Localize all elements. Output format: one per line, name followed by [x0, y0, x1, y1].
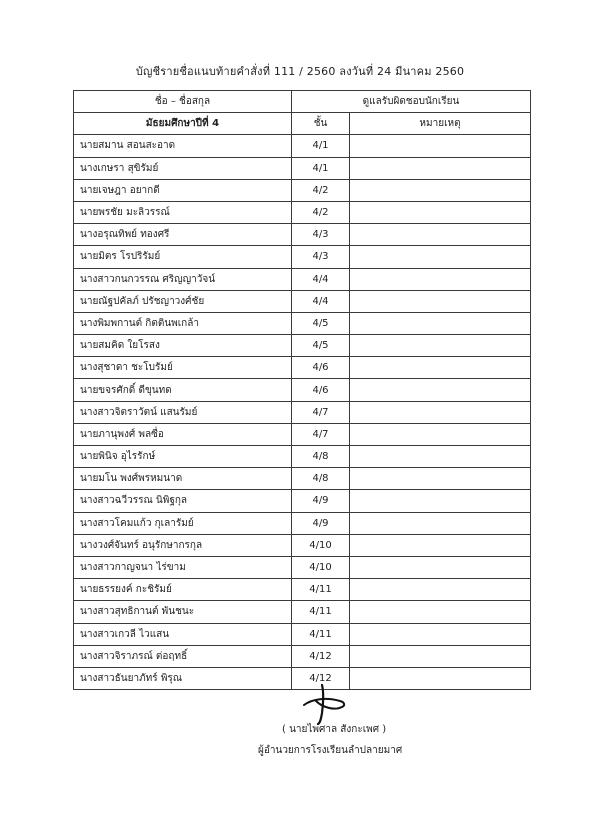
subheader-note: หมายเหตุ	[350, 113, 531, 135]
note-cell	[350, 490, 531, 512]
teacher-name-cell: นางสาวจิตราวัตน์ แสนรัมย์	[74, 401, 292, 423]
class-cell: 4/5	[292, 312, 350, 334]
note-cell	[350, 446, 531, 468]
note-cell	[350, 335, 531, 357]
teacher-name-cell: นายภานุพงศ์ พลซื่อ	[74, 423, 292, 445]
teacher-name-cell: นายมิตร โรปริรัมย์	[74, 246, 292, 268]
note-cell	[350, 135, 531, 157]
teacher-name-cell: นางสาวกาญจนา ไร่ขาม	[74, 556, 292, 578]
class-cell: 4/1	[292, 135, 350, 157]
teacher-name-cell: นายธรรยงค์ กะชิรัมย์	[74, 579, 292, 601]
class-cell: 4/12	[292, 667, 350, 689]
class-cell: 4/8	[292, 446, 350, 468]
class-cell: 4/11	[292, 623, 350, 645]
teacher-name-cell: นายณัฐปคัลภ์ ปรัชญาวงศ์ชัย	[74, 290, 292, 312]
class-cell: 4/9	[292, 512, 350, 534]
class-cell: 4/2	[292, 179, 350, 201]
table-row	[74, 623, 531, 645]
teacher-name-cell: นางสาวเกวลี ไวแสน	[74, 623, 292, 645]
table-row	[74, 179, 531, 201]
class-cell: 4/12	[292, 645, 350, 667]
note-cell	[350, 246, 531, 268]
teacher-name-cell: นางเกษรา สุขิรัมย์	[74, 157, 292, 179]
teacher-name-cell: นายพินิจ อุไรรักษ์	[74, 446, 292, 468]
note-cell	[350, 312, 531, 334]
note-cell	[350, 512, 531, 534]
class-cell: 4/11	[292, 579, 350, 601]
table-row	[74, 645, 531, 667]
class-cell: 4/10	[292, 534, 350, 556]
table-header-row	[74, 91, 531, 113]
note-cell	[350, 401, 531, 423]
signature-mark	[300, 683, 348, 725]
note-cell	[350, 423, 531, 445]
table-row	[74, 224, 531, 246]
class-cell: 4/8	[292, 468, 350, 490]
class-cell: 4/6	[292, 357, 350, 379]
teacher-name-cell: นายสมคิด ใยโรสง	[74, 335, 292, 357]
table-row	[74, 423, 531, 445]
teacher-name-cell: นายขจรศักดิ์ ดีขุนทด	[74, 379, 292, 401]
header-responsibility: ดูแลรับผิดชอบนักเรียน	[292, 91, 531, 113]
document-title: บัญชีรายชื่อแนบท้ายคำสั่งที่ 111 / 2560 ลงวันที่ 24 มีนาคม 2560	[135, 65, 465, 78]
class-cell: 4/3	[292, 246, 350, 268]
signatory-position: ผู้อำนวยการโรงเรียนลำปลายมาศ	[258, 745, 403, 756]
table-row	[74, 357, 531, 379]
teacher-name-cell: นางวงศ์จันทร์ อนุรักษากรกุล	[74, 534, 292, 556]
class-cell: 4/1	[292, 157, 350, 179]
teacher-name-cell: นายมโน พงศ์พรหมนาด	[74, 468, 292, 490]
note-cell	[350, 468, 531, 490]
note-cell	[350, 623, 531, 645]
teacher-name-cell: นางสาวกนกวรรณ ศริญญาวัจน์	[74, 268, 292, 290]
class-cell: 4/11	[292, 601, 350, 623]
table-row	[74, 512, 531, 534]
table-row	[74, 468, 531, 490]
table-row	[74, 579, 531, 601]
note-cell	[350, 268, 531, 290]
class-cell: 4/7	[292, 423, 350, 445]
teacher-name-cell: นางพิมพกานต์ กิตตินพเกล้า	[74, 312, 292, 334]
table-subheader-row	[74, 113, 531, 135]
class-cell: 4/4	[292, 268, 350, 290]
note-cell	[350, 645, 531, 667]
note-cell	[350, 179, 531, 201]
table-row	[74, 157, 531, 179]
table-row	[74, 601, 531, 623]
table-row	[74, 335, 531, 357]
teacher-name-cell: นางสาวฉวีวรรณ นิพิฐกุล	[74, 490, 292, 512]
table-row	[74, 446, 531, 468]
teacher-name-cell: นางอรุณทิพย์ ทองศรี	[74, 224, 292, 246]
table-body	[74, 135, 531, 690]
table-row	[74, 290, 531, 312]
class-cell: 4/5	[292, 335, 350, 357]
teacher-name-cell: นายเจษฎา อยากดี	[74, 179, 292, 201]
note-cell	[350, 224, 531, 246]
teacher-name-cell: นายสมาน สอนสะอาด	[74, 135, 292, 157]
note-cell	[350, 357, 531, 379]
table-row	[74, 312, 531, 334]
class-cell: 4/4	[292, 290, 350, 312]
class-cell: 4/3	[292, 224, 350, 246]
table-row	[74, 534, 531, 556]
class-cell: 4/7	[292, 401, 350, 423]
note-cell	[350, 157, 531, 179]
table-row	[74, 201, 531, 223]
header-name: ชื่อ – ชื่อสกุล	[74, 91, 292, 113]
class-cell: 4/6	[292, 379, 350, 401]
note-cell	[350, 579, 531, 601]
note-cell	[350, 379, 531, 401]
note-cell	[350, 290, 531, 312]
table-row	[74, 246, 531, 268]
teacher-name-cell: นางสาวโคมแก้ว กุเลารัมย์	[74, 512, 292, 534]
signatory-name: ( นายไพศาล สังกะเพศ )	[282, 724, 387, 735]
table-row	[74, 401, 531, 423]
table-row	[74, 379, 531, 401]
table-row	[74, 490, 531, 512]
table-row	[74, 268, 531, 290]
class-cell: 4/10	[292, 556, 350, 578]
class-cell: 4/2	[292, 201, 350, 223]
note-cell	[350, 601, 531, 623]
note-cell	[350, 201, 531, 223]
teacher-name-cell: นางสุชาดา ชะโบรัมย์	[74, 357, 292, 379]
note-cell	[350, 534, 531, 556]
teacher-name-cell: นางสาวสุทธิกานต์ พันชนะ	[74, 601, 292, 623]
note-cell	[350, 667, 531, 689]
note-cell	[350, 556, 531, 578]
class-cell: 4/9	[292, 490, 350, 512]
assignment-table	[73, 90, 531, 690]
teacher-name-cell: นายพรชัย มะลิวรรณ์	[74, 201, 292, 223]
subheader-grade: มัธยมศึกษาปีที่ 4	[74, 113, 292, 135]
subheader-class: ชั้น	[292, 113, 350, 135]
teacher-name-cell: นางสาวจิราภรณ์ ต่อฤทธิ์	[74, 645, 292, 667]
table-row	[74, 135, 531, 157]
teacher-name-cell: นางสาวธันยาภัทร์ พิรุณ	[74, 667, 292, 689]
table-row	[74, 556, 531, 578]
